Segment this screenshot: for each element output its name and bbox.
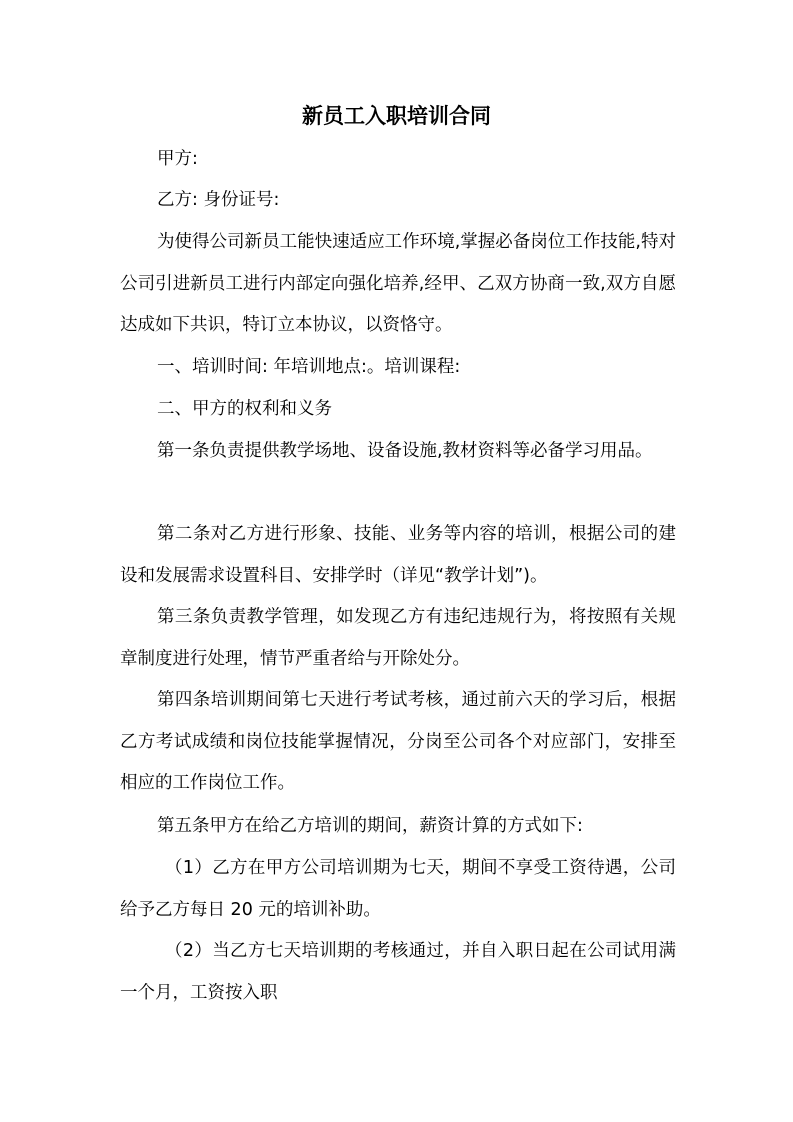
article-2-paragraph: 第二条对乙方进行形象、技能、业务等内容的培训，根据公司的建设和发展需求设置科目、安排学时（详见“教学计划”)。	[120, 524, 676, 586]
preamble-paragraph: 为使得公司新员工能快速适应工作环境,掌握必备岗位工作技能,特对公司引进新员工进行内部定向强化培养,经甲、乙双方协商一致,双方自愿达成如下共识，特订立本协议，以资恪守。	[120, 232, 676, 336]
clause-2-paragraph: （2）当乙方七天培训期的考核通过，并自入职日起在公司试用满一个月，工资按入职	[120, 941, 676, 1003]
document-title: 新员工入职培训合同	[302, 104, 491, 128]
party-b-line: 乙方: 身份证号:	[157, 190, 280, 210]
article-1-paragraph: 第一条负责提供教学场地、设备设施,教材资料等必备学习用品。	[157, 441, 653, 461]
article-4-paragraph: 第四条培训期间第七天进行考试考核，通过前六天的学习后，根据乙方考试成绩和岗位技能掌握情况，分岗至公司各个对应部门，安排至相应的工作岗位工作。	[120, 690, 676, 794]
clause-1-paragraph: （1）乙方在甲方公司培训期为七天，期间不享受工资待遇，公司给予乙方每日 20 元的培训补助。	[120, 858, 676, 920]
section-heading-party-a-rights: 二、甲方的权利和义务	[157, 399, 332, 419]
party-a-line: 甲方:	[157, 149, 198, 169]
article-5-paragraph: 第五条甲方在给乙方培训的期间，薪资计算的方式如下:	[157, 816, 583, 836]
training-time-line: 一、培训时间: 年培训地点:。培训课程:	[157, 357, 461, 377]
article-3-paragraph: 第三条负责教学管理，如发现乙方有违纪违规行为，将按照有关规章制度进行处理，情节严重者给与开除处分。	[120, 607, 676, 669]
